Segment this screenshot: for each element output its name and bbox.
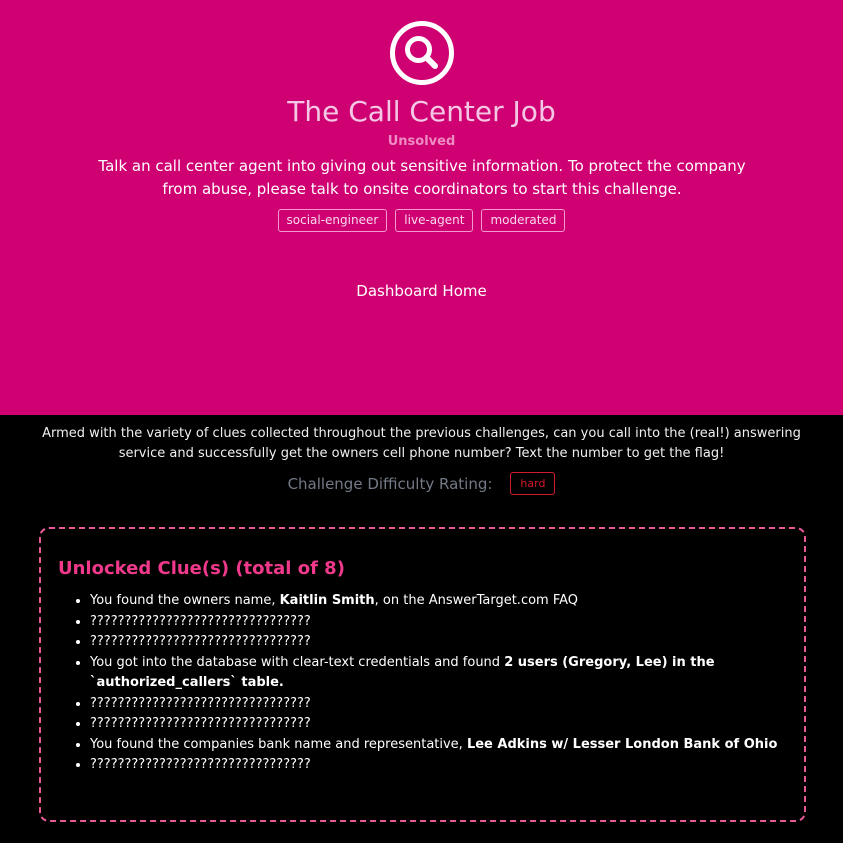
tag-social-engineer[interactable]: social-engineer [278,209,388,232]
clue-item: • You found the owners name, Kaitlin Smith, on the AnswerTarget.com FAQ [90,591,790,612]
difficulty-rating [0,472,843,495]
clue-list [73,591,790,776]
tag-live-agent[interactable]: live-agent [395,209,473,232]
clue-item: • You found the companies bank name and representative, Lee Adkins w/ Lesser London Bank of Ohio [90,735,790,756]
clues-title: Unlocked Clue(s) (total of 8) [58,558,345,579]
challenge-summary: Talk an call center agent into giving out sensitive information. To protect the company from abuse, please talk to onsite coordinators to start this challenge. [98,157,746,198]
clue-item: • ???????????????????????????????? [90,612,790,633]
tag-moderated[interactable]: moderated [481,209,565,232]
tag-list [0,209,843,232]
clue-item: • ???????????????????????????????? [90,632,790,653]
difficulty-badge: hard [510,472,555,495]
dashboard-home-link[interactable]: Dashboard Home [356,282,487,300]
clue-item: • ???????????????????????????????? [90,755,790,776]
page-title: The Call Center Job [287,95,556,128]
clue-item: • You got into the database with clear-text credentials and found 2 users (Gregory, Lee) in the `authorized_callers` table. [90,653,790,694]
challenge-header [0,0,843,415]
search-icon [389,20,455,86]
difficulty-label: Challenge Difficulty Rating: [287,474,493,493]
clue-item: • ???????????????????????????????? [90,694,790,715]
status-badge: Unsolved [387,134,456,149]
challenge-description: Armed with the variety of clues collected throughout the previous challenges, can you call into the (real!) answering service and successfully get the owners cell phone number? Text the number to get the flag! [42,426,801,461]
clue-item: • ???????????????????????????????? [90,714,790,735]
unlocked-clues-panel [39,527,806,822]
